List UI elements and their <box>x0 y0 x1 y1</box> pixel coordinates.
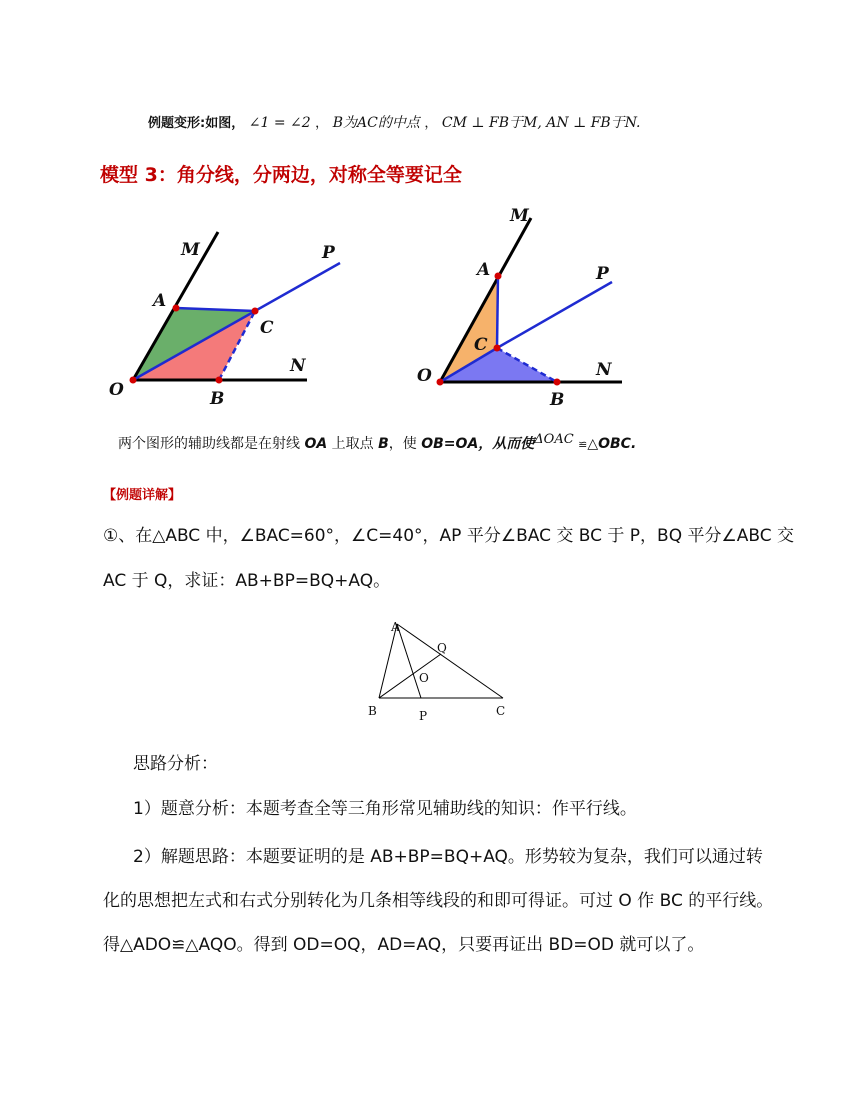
label-c: C <box>474 335 488 355</box>
analysis-p2-line-1: 2）解题思路：本题要证明的是 AB+BP=BQ+AQ。形势较为复杂，我们可以通过转 <box>133 847 763 867</box>
label-q: Q <box>437 641 447 655</box>
figure-1 <box>100 220 360 410</box>
label-o: O <box>419 671 429 685</box>
point-o <box>130 377 137 384</box>
caption-eq: OB=OA <box>421 436 479 452</box>
variant-statement <box>148 112 641 132</box>
caption-text: 上取点 <box>327 436 379 452</box>
label-a: A <box>153 291 167 311</box>
label-b: B <box>368 704 377 718</box>
segment-ac <box>497 276 498 348</box>
label-p: P <box>322 243 335 263</box>
label-m: M <box>181 240 200 260</box>
caption-oa: OA <box>304 436 328 452</box>
point-o <box>437 379 444 386</box>
bisector-ap <box>397 624 421 698</box>
section-label: 【例题详解】 <box>103 488 182 503</box>
congruent-symbol: ≌ <box>578 438 588 451</box>
label-c: C <box>260 318 274 338</box>
label-c: C <box>496 704 506 718</box>
variant-label: 例题变形:如图， <box>148 116 245 131</box>
figure-caption <box>118 433 636 453</box>
label-n: N <box>290 356 306 376</box>
model-title: 模型 3：角分线，分两边，对称全等要记全 <box>100 164 462 186</box>
label-p: P <box>419 709 428 723</box>
label-n: N <box>596 360 612 380</box>
point-a <box>495 273 502 280</box>
separator: ， <box>424 116 438 131</box>
ray-op <box>133 263 340 380</box>
midpoint-condition: B为AC的中点 <box>332 115 420 131</box>
caption-end: △OBC. <box>587 436 637 452</box>
label-o: O <box>109 380 124 400</box>
label-b: B <box>550 390 565 410</box>
point-b <box>554 379 561 386</box>
separator: ， <box>315 116 329 131</box>
label-p: P <box>596 264 609 284</box>
triangle-figure <box>362 614 522 728</box>
analysis-p2-line-3: 得△ADO≌△AQO。得到 OD=OQ，AD=AQ，只要再证出 BD=OD 就可以了。 <box>103 935 705 955</box>
caption-triangle: ΔOAC <box>534 432 574 447</box>
ray-cp <box>497 282 612 348</box>
label-m: M <box>510 206 529 226</box>
label-a: A <box>477 260 491 280</box>
figure-2 <box>410 200 650 410</box>
problem-line-2: AC 于 Q，求证：AB+BP=BQ+AQ。 <box>103 571 391 591</box>
point-a <box>173 305 180 312</box>
side-ac <box>397 624 503 698</box>
caption-text: 两个图形的辅助线都是在射线 <box>118 436 305 452</box>
perpendicular-condition: CM ⊥ FB于M, AN ⊥ FB于N. <box>441 115 641 131</box>
point-c <box>494 345 501 352</box>
label-o: O <box>417 366 432 386</box>
label-a: A <box>391 620 400 634</box>
angle-equality: ∠1 = ∠2 <box>248 115 311 131</box>
caption-b: B <box>378 436 389 452</box>
analysis-heading: 思路分析： <box>133 754 218 774</box>
point-b <box>216 377 223 384</box>
point-c <box>252 308 259 315</box>
analysis-p2-line-2: 化的思想把左式和右式分别转化为几条相等线段的和即可得证。可过 O 作 BC 的平行线。 <box>103 891 774 911</box>
caption-text: ，使 <box>388 436 422 452</box>
label-b: B <box>210 389 225 409</box>
analysis-p1: 1）题意分析：本题考查全等三角形常见辅助线的知识：作平行线。 <box>133 799 637 819</box>
problem-line-1: ①、在△ABC 中，∠BAC=60°，∠C=40°，AP 平分∠BAC 交 BC 于 P，BQ 平分∠ABC 交 <box>103 526 794 546</box>
caption-text: ，从而使 <box>478 436 535 452</box>
